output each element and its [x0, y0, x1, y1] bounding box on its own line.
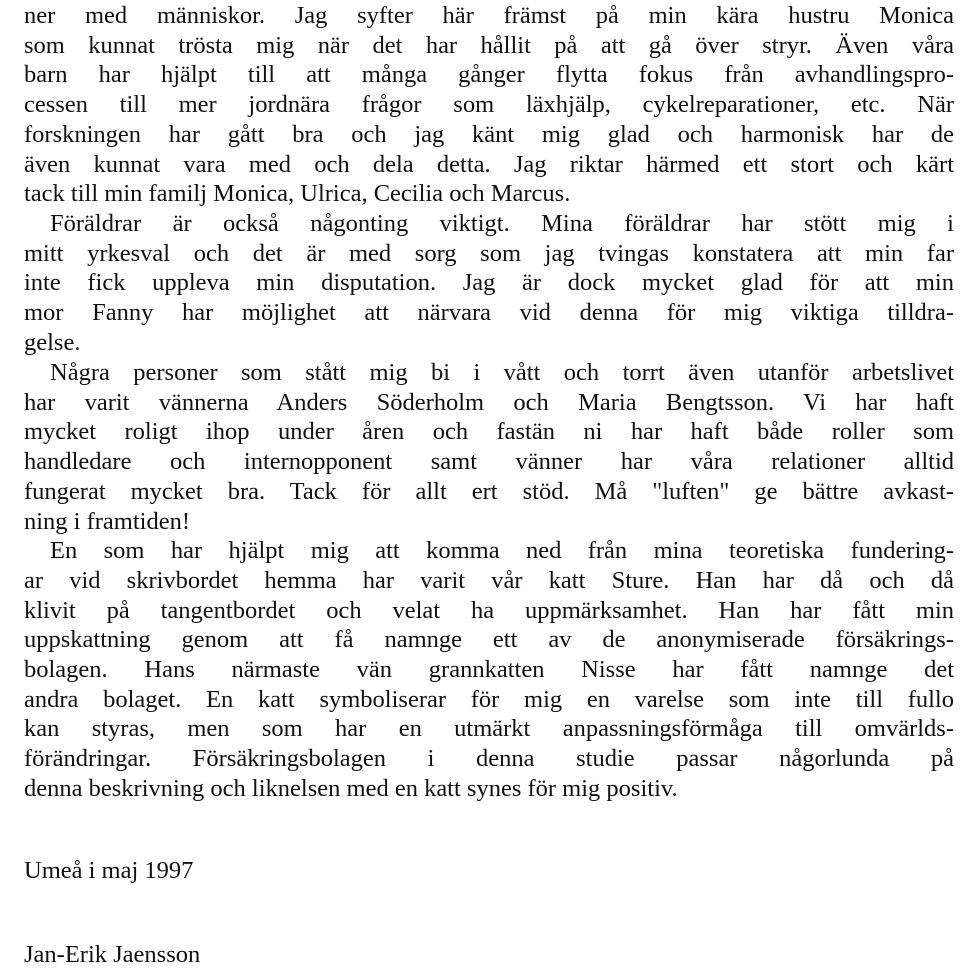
text-line: forskningen har gått bra och jag känt mig glad och harmonisk har de — [24, 121, 954, 148]
text-line: ar vid skrivbordet hemma har varit vår katt Sture. Han har då och då — [24, 567, 954, 594]
text-line: denna beskrivning och liknelsen med en katt synes för mig positiv. — [24, 775, 678, 802]
text-line: uppskattning genom att få namnge ett av de anonymiserade försäkrings- — [24, 626, 954, 653]
text-line: även kunnat vara med och dela detta. Jag riktar härmed ett stort och kärt — [24, 151, 954, 178]
text-line: förändringar. Försäkringsbolagen i denna studie passar någorlunda på — [24, 745, 954, 772]
text-line: klivit på tangentbordet och velat ha uppmärksamhet. Han har fått min — [24, 597, 954, 624]
text-line: handledare och internopponent samt vänner har våra relationer alltid — [24, 448, 954, 475]
text-line: mitt yrkesval och det är med sorg som jag tvingas konstatera att min far — [24, 240, 954, 267]
text-line: tack till min familj Monica, Ulrica, Cecilia och Marcus. — [24, 180, 571, 207]
text-line: kan styras, men som har en utmärkt anpassningsförmåga till omvärlds- — [24, 715, 954, 742]
text-line: andra bolaget. En katt symboliserar för mig en varelse som inte till fullo — [24, 686, 954, 713]
paragraph-first-line: En som har hjälpt mig att komma ned från mina teoretiska fundering- — [50, 537, 954, 564]
text-line: mycket roligt ihop under åren och fastän ni har haft både roller som — [24, 418, 954, 445]
text-line: som kunnat trösta mig när det har hållit på att gå över stryr. Även våra — [24, 32, 954, 59]
text-line: fungerat mycket bra. Tack för allt ert stöd. Må "luften" ge bättre avkast- — [24, 478, 954, 505]
text-line: ner med människor. Jag syfter här främst på min kära hustru Monica — [24, 2, 954, 29]
text-line: barn har hjälpt till att många gånger flytta fokus från avhandlingspro- — [24, 61, 954, 88]
text-line: bolagen. Hans närmaste vän grannkatten Nisse har fått namnge det — [24, 656, 954, 683]
text-line: gelse. — [24, 329, 81, 356]
paragraph-first-line: Föräldrar är också någonting viktigt. Mina föräldrar har stött mig i — [50, 210, 954, 237]
paragraph-first-line: Några personer som stått mig bi i vått och torrt även utanför arbetslivet — [50, 359, 954, 386]
text-line: har varit vännerna Anders Söderholm och Maria Bengtsson. Vi har haft — [24, 389, 954, 416]
text-line: inte fick uppleva min disputation. Jag är dock mycket glad för att min — [24, 269, 954, 296]
text-line: mor Fanny har möjlighet att närvara vid denna för mig viktiga tilldra- — [24, 299, 954, 326]
text-line: ning i framtiden! — [24, 508, 191, 535]
text-line: cessen till mer jordnära frågor som läxhjälp, cykelreparationer, etc. När — [24, 91, 954, 118]
author-signature: Jan-Erik Jaensson — [24, 941, 201, 968]
place-date: Umeå i maj 1997 — [24, 857, 194, 884]
